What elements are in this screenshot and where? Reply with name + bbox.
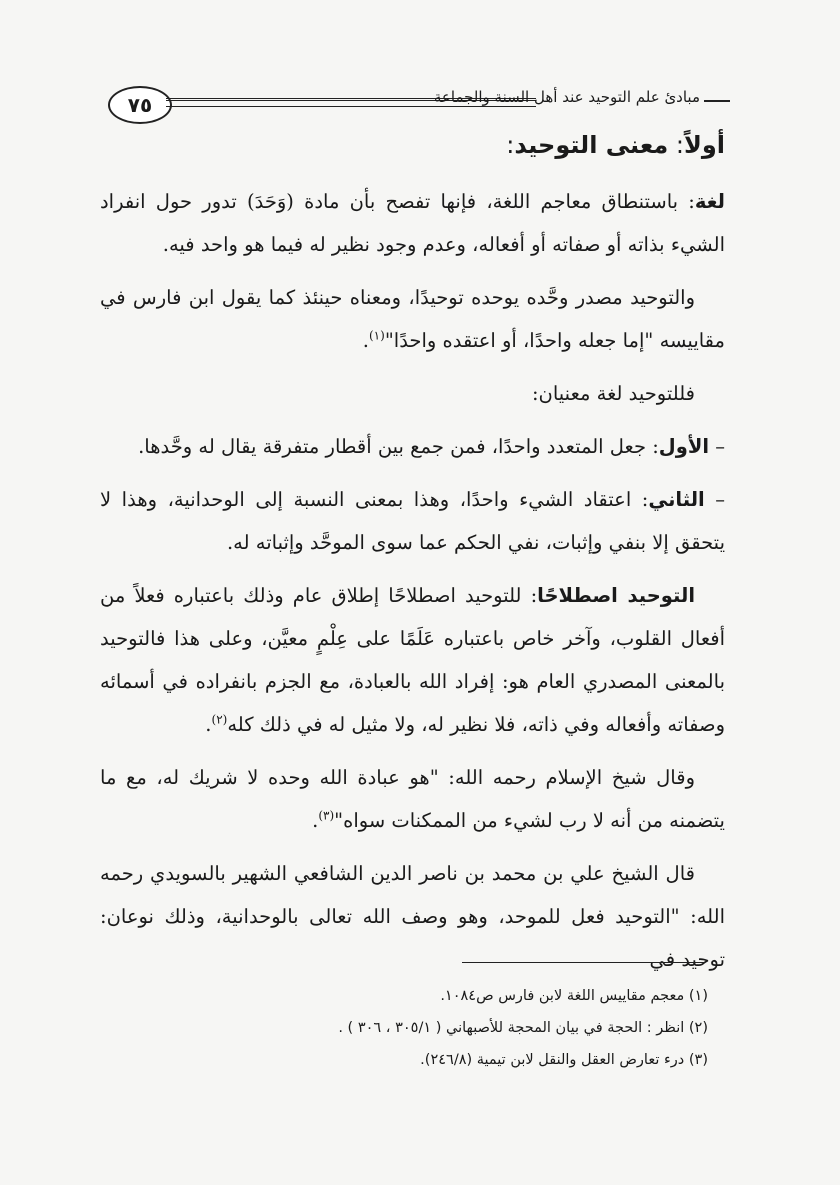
term-first: الأول: [658, 435, 710, 458]
term-istilah: التوحيد اصطلاحًا: [537, 584, 695, 607]
footnote-1: (١) معجم مقاييس اللغة لابن فارس ص١٠٨٤.: [440, 988, 708, 1004]
section-heading: [100, 130, 725, 160]
paragraph-ibn-taymiyya: [100, 756, 725, 842]
paragraph-second-meaning: [100, 478, 725, 564]
paragraph-first-meaning: [100, 425, 725, 468]
page-number: ٧٥: [108, 86, 172, 124]
footnote-2: (٢) انظر : الحجة في بيان المحجة للأصبهاني ( ٣٠٥/١ ، ٣٠٦ ) .: [338, 1020, 708, 1036]
paragraph-text: قال الشيخ علي بن محمد بن ناصر الدين الشافعي الشهير بالسويدي رحمه الله: "التوحيد فعل للموحد، وهو وصف الله تعالى بالوحدانية، وذلك نوعان: توحيد في: [100, 862, 725, 971]
section-label: أولاً: [683, 131, 725, 159]
paragraph-text: : للتوحيد اصطلاحًا إطلاق عام وذلك باعتباره فعلاً من أفعال القلوب، وآخر خاص باعتباره عَلَمًا على عِلْمٍ معيَّن، وعلى هذا فالتوحيد بالمعنى المصدري العام هو: إفراد الله بالعبادة، مع الجزم بانفراده في أسمائه وصفاته وأفعاله وفي ذاته، فلا نظير له، ولا مثيل له في ذلك كله: [100, 584, 725, 736]
paragraph-two-meanings: [100, 372, 725, 415]
paragraph-text: : جعل المتعدد واحدًا، فمن جمع بين أقطار متفرقة يقال له وحَّدها.: [138, 435, 659, 458]
list-dash: –: [704, 488, 726, 511]
paragraph-end: .: [362, 329, 369, 352]
paragraph-end: .: [312, 809, 319, 832]
section-colon: :: [506, 131, 515, 159]
footnote-separator: [462, 962, 705, 963]
section-title: معنى التوحيد: [514, 131, 669, 159]
footnotes: [148, 980, 708, 1076]
page-header: [100, 80, 730, 128]
section-separator: :: [668, 131, 684, 159]
term-second: الثاني: [648, 488, 705, 511]
paragraph-text: : باستنطاق معاجم اللغة، فإنها تفصح بأن مادة (وَحَدَ) تدور حول انفراد الشيء بذاته أو صفاته أو أفعاله، وعدم وجود نظير له فيما هو واحد فيه.: [100, 190, 725, 256]
footnote-ref-1[interactable]: (١): [368, 328, 385, 343]
paragraph-lugha: [100, 180, 725, 266]
header-dash: [704, 100, 730, 102]
footnote-3: (٣) درء تعارض العقل والنقل لابن تيمية (٢٤٦/٨).: [420, 1052, 708, 1068]
paragraph-text: والتوحيد مصدر وحَّده يوحده توحيدًا، ومعناه حينئذ كما يقول ابن فارس في مقاييسه "إما جعله واحدًا، أو اعتقده واحدًا": [100, 286, 725, 352]
paragraph-text: : اعتقاد الشيء واحدًا، وهذا بمعنى النسبة إلى الوحدانية، وهذا لا يتحقق إلا بنفي وإثبات، نفي الحكم عما سوى الموحَّد وإثباته له.: [100, 488, 725, 554]
paragraph-text: وقال شيخ الإسلام رحمه الله: "هو عبادة الله وحده لا شريك له، مع ما يتضمنه من أنه لا رب لشيء من الممكنات سواه": [100, 766, 725, 832]
footnote-ref-3[interactable]: (٣): [318, 808, 335, 823]
main-text: [100, 130, 725, 991]
list-dash: –: [709, 435, 725, 458]
paragraph-end: .: [205, 713, 212, 736]
paragraph-masdar: [100, 276, 725, 362]
paragraph-istilah: [100, 574, 725, 746]
paragraph-text: فللتوحيد لغة معنيان:: [531, 382, 695, 405]
footnote-ref-2[interactable]: (٢): [211, 712, 228, 727]
term-lugha: لغة: [694, 190, 725, 213]
header-rule-thin: [166, 106, 536, 107]
running-title: مبادئ علم التوحيد عند أهل السنة والجماعة: [433, 88, 700, 106]
